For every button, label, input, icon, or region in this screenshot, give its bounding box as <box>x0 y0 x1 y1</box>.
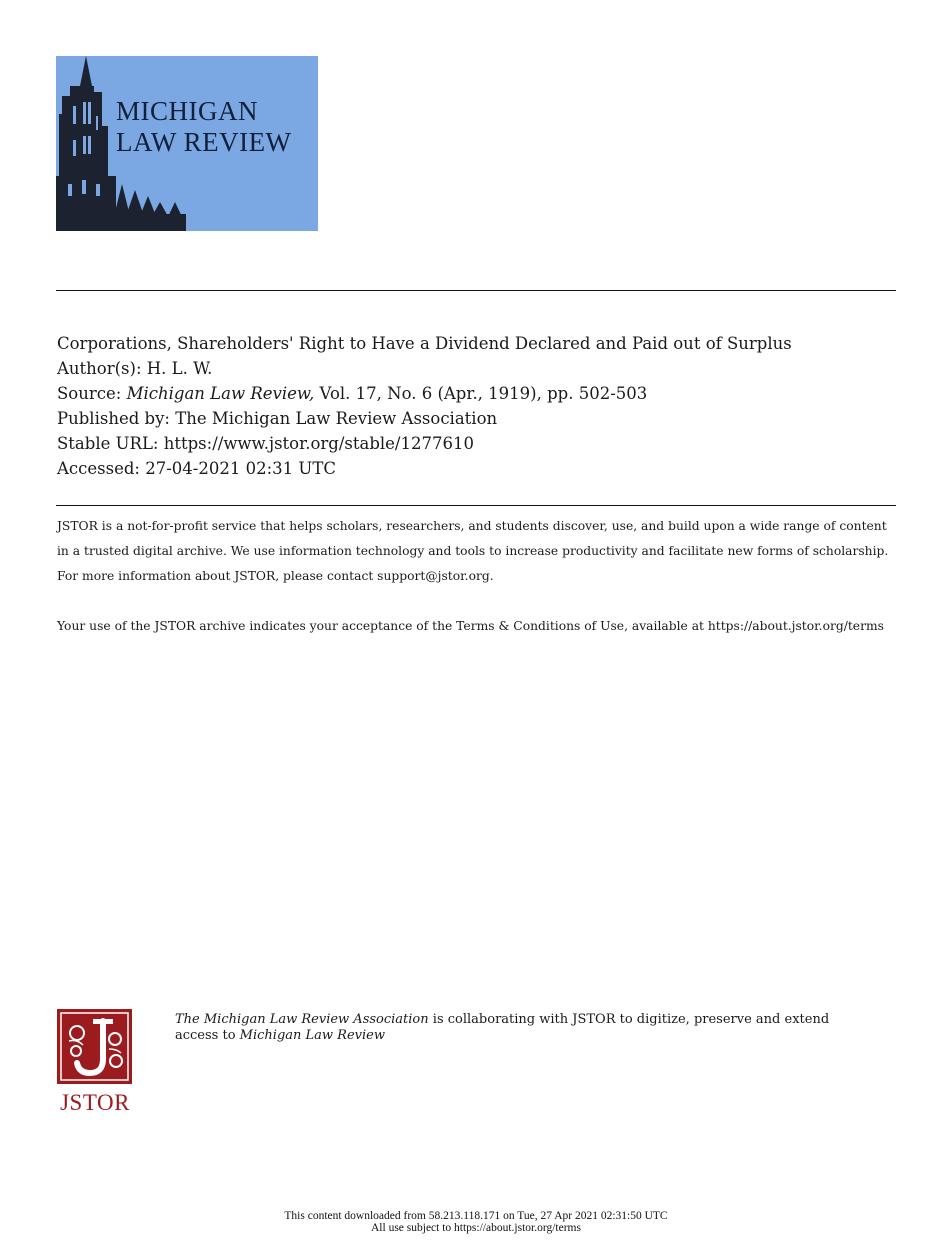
accessed-label: Accessed: <box>57 459 140 478</box>
source-label: Source: <box>57 384 122 403</box>
collab-text: is collaborating with JSTOR to digitize, preserve and extend access to <box>175 1012 830 1043</box>
stable-url-link[interactable]: https://www.jstor.org/stable/1277610 <box>163 434 474 453</box>
stable-url-label: Stable URL: <box>57 434 159 453</box>
footer-line-2: All use subject to https://about.jstor.org/terms <box>371 1222 581 1234</box>
article-title: Corporations, Shareholders' Right to Have a Dividend Declared and Paid out of Surplus <box>57 334 792 353</box>
jstor-notice <box>57 514 897 639</box>
source-details: Vol. 17, No. 6 (Apr., 1919), pp. 502-503 <box>319 384 648 403</box>
accessed-line <box>57 456 792 481</box>
michigan-law-review-logo <box>56 56 318 231</box>
jstor-logo <box>57 1009 133 1116</box>
accessed-value: 27-04-2021 02:31 UTC <box>145 459 336 478</box>
source-line <box>57 381 792 406</box>
publisher-line <box>57 406 792 431</box>
stable-url-line <box>57 431 792 456</box>
publisher-label: Published by: <box>57 409 170 428</box>
logo-line-2: LAW REVIEW <box>116 127 292 157</box>
article-metadata <box>57 331 792 481</box>
author-line <box>57 356 792 381</box>
jstor-seal-icon <box>57 1009 132 1084</box>
collab-publisher: The Michigan Law Review Association <box>175 1012 429 1027</box>
collaboration-statement <box>175 1012 855 1044</box>
download-footer <box>0 1210 952 1234</box>
middle-divider <box>56 505 896 506</box>
publisher-value: The Michigan Law Review Association <box>175 409 498 428</box>
footer-line-1: This content downloaded from 58.213.118.171 on Tue, 27 Apr 2021 02:31:50 UTC <box>284 1210 668 1222</box>
source-journal: Michigan Law Review, <box>126 384 315 403</box>
top-divider <box>56 290 896 291</box>
author-label: Author(s): <box>57 359 142 378</box>
notice-paragraph-2: Your use of the JSTOR archive indicates your acceptance of the Terms & Conditions of Use, available at https://about.jstor.org/terms <box>57 619 884 633</box>
logo-line-1: MICHIGAN <box>116 96 258 126</box>
jstor-wordmark: JSTOR <box>60 1090 130 1115</box>
notice-paragraph-1: JSTOR is a not-for-profit service that helps scholars, researchers, and students discover, use, and build upon a wide range of content in a trusted digital archive. We use information technology and tools to increase productivity and facilitate new forms of scholarship. For more information about JSTOR, please contact support@jstor.org. <box>57 519 889 583</box>
collab-journal: Michigan Law Review <box>239 1028 385 1043</box>
author-value: H. L. W. <box>146 359 213 378</box>
